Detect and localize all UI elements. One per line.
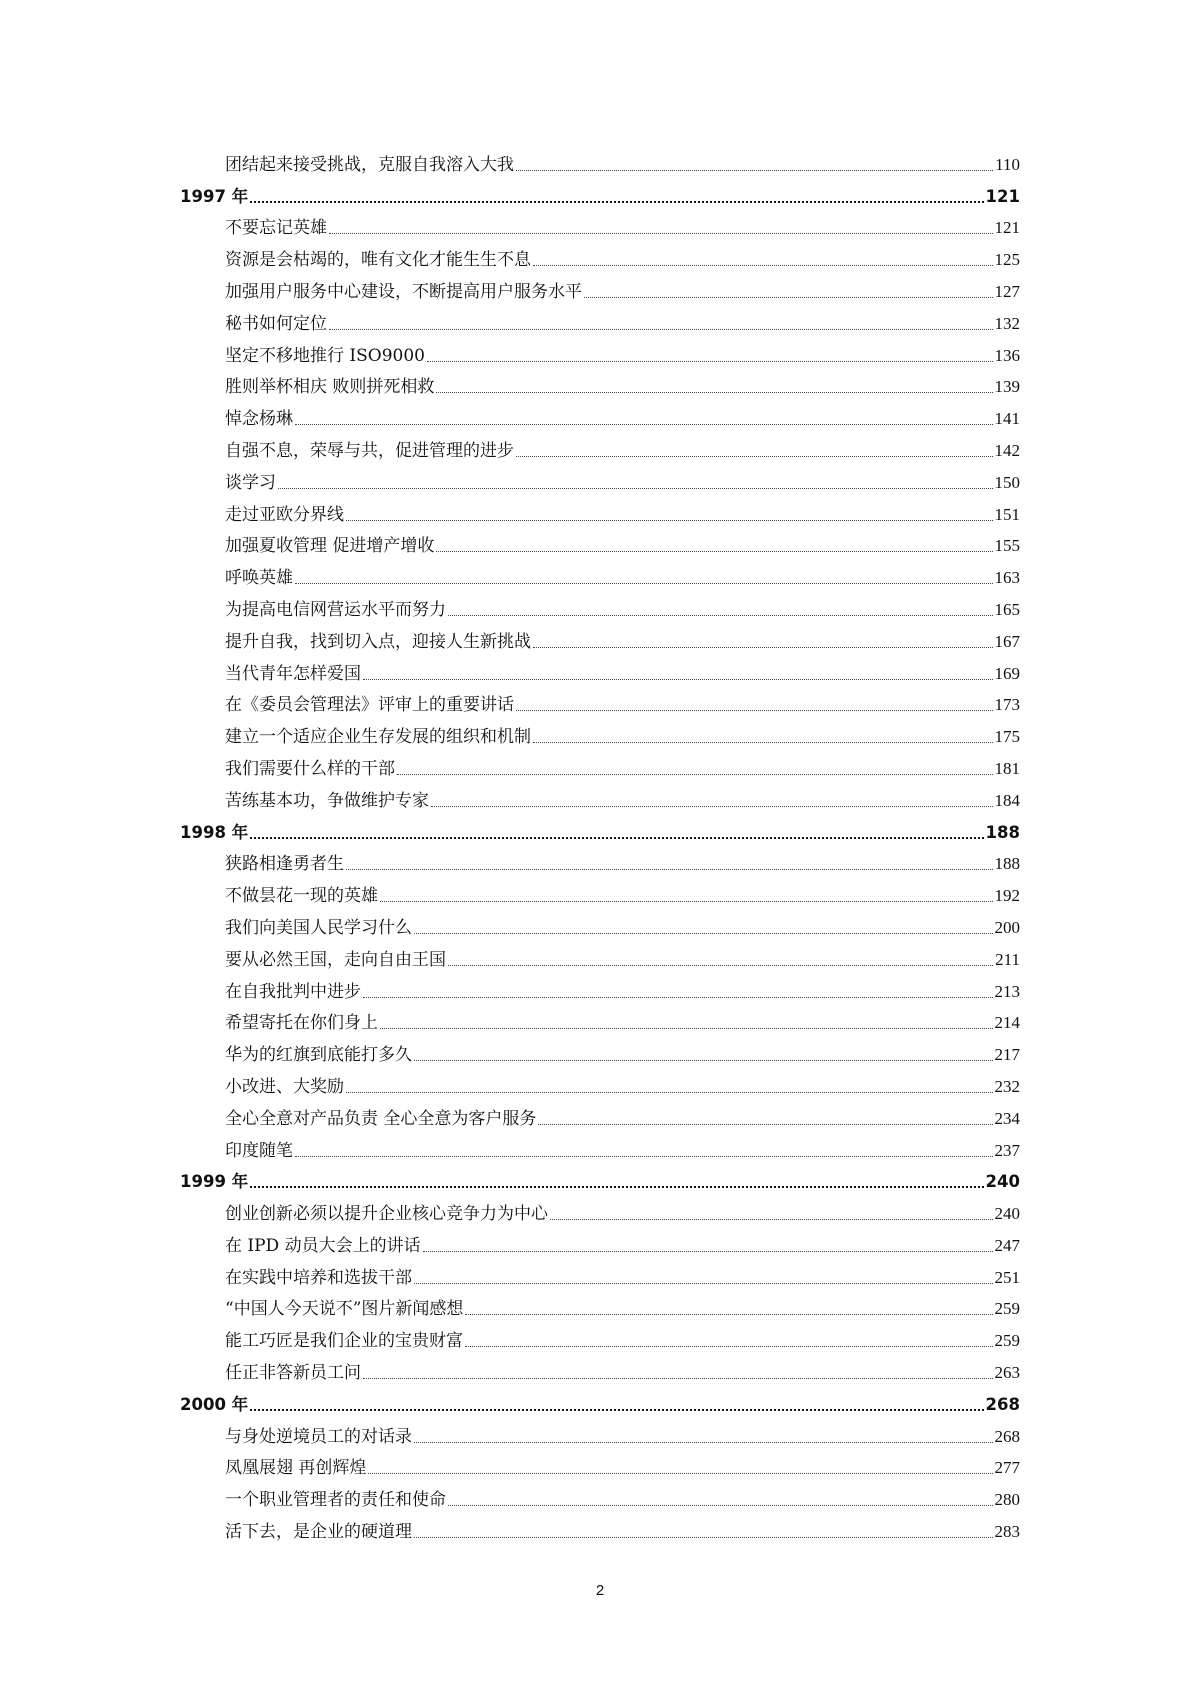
toc-section-heading[interactable] [180, 813, 1020, 845]
toc-section-heading[interactable] [180, 1163, 1020, 1195]
toc-entry-page: 121 [985, 186, 1020, 206]
toc-entry[interactable] [180, 1480, 1020, 1512]
toc-entry-title: 能工巧匠是我们企业的宝贵财富 [225, 1331, 463, 1352]
toc-entry-title: 提升自我，找到切入点，迎接人生新挑战 [225, 631, 531, 652]
toc-entry[interactable] [180, 399, 1020, 431]
toc-entry-title: 华为的红旗到底能打多久 [225, 1045, 412, 1066]
dot-leader [250, 1180, 983, 1188]
toc-entry-page: 259 [994, 1331, 1020, 1351]
toc-entry-page: 234 [994, 1108, 1020, 1128]
toc-entry-title: 全心全意对产品负责 全心全意为客户服务 [225, 1108, 537, 1129]
toc-entry[interactable] [180, 145, 1020, 177]
dot-leader [329, 323, 993, 330]
toc-entry-title: 1998 年 [180, 822, 249, 842]
dot-leader [431, 800, 993, 807]
toc-entry-page: 184 [994, 790, 1020, 810]
toc-entry-title: 任正非答新员工问 [225, 1363, 361, 1384]
toc-entry-page: 142 [994, 440, 1020, 460]
dot-leader [448, 609, 993, 616]
dot-leader [397, 768, 993, 775]
toc-entry-page: 280 [994, 1490, 1020, 1510]
toc-entry-page: 283 [994, 1522, 1020, 1542]
toc-entry-page: 247 [994, 1235, 1020, 1255]
toc-entry-title: 在 IPD 动员大会上的讲话 [225, 1235, 421, 1256]
toc-entry-title: 为提高电信网营运水平而努力 [225, 599, 446, 620]
toc-entry-page: 211 [995, 949, 1020, 969]
dot-leader [250, 1403, 983, 1411]
toc-entry[interactable] [180, 908, 1020, 940]
toc-entry-page: 141 [994, 409, 1020, 429]
dot-leader [465, 1340, 993, 1347]
toc-entry-title: 我们需要什么样的干部 [225, 758, 395, 779]
dot-leader [414, 1277, 993, 1284]
toc-entry-page: 127 [994, 281, 1020, 301]
toc-entry-page: 217 [994, 1045, 1020, 1065]
toc-entry-page: 155 [994, 536, 1020, 556]
toc-entry-page: 139 [994, 377, 1020, 397]
toc-entry-title: 狭路相逢勇者生 [225, 854, 344, 875]
toc-entry-title: 1999 年 [180, 1172, 249, 1192]
toc-entry[interactable] [180, 1290, 1020, 1322]
toc-entry[interactable] [180, 1321, 1020, 1353]
toc-entry[interactable] [180, 940, 1020, 972]
dot-leader [516, 704, 993, 711]
toc-entry-page: 169 [994, 663, 1020, 683]
toc-entry-title: 加强用户服务中心建设，不断提高用户服务水平 [225, 281, 582, 302]
toc-entry-page: 214 [994, 1013, 1020, 1033]
toc-entry[interactable] [180, 590, 1020, 622]
toc-entry-title: 一个职业管理者的责任和使命 [225, 1490, 446, 1511]
toc-entry[interactable] [180, 1004, 1020, 1036]
toc-entry-title: 加强夏收管理 促进增产增收 [225, 536, 435, 557]
dot-leader [414, 1531, 993, 1538]
toc-entry-page: 121 [994, 218, 1020, 238]
toc-entry-page: 268 [985, 1394, 1020, 1414]
toc-entry[interactable] [180, 1131, 1020, 1163]
toc-entry[interactable] [180, 972, 1020, 1004]
dot-leader [516, 164, 993, 171]
toc-entry-page: 237 [994, 1140, 1020, 1160]
toc-section-heading[interactable] [180, 177, 1020, 209]
toc-entry[interactable] [180, 717, 1020, 749]
toc-entry[interactable] [180, 749, 1020, 781]
toc-entry[interactable] [180, 1512, 1020, 1544]
toc-entry-page: 188 [985, 822, 1020, 842]
toc-entry-title: 与身处逆境员工的对话录 [225, 1426, 412, 1447]
page-number: 2 [595, 1582, 605, 1599]
toc-entry-page: 173 [994, 695, 1020, 715]
dot-leader [295, 418, 993, 425]
toc-entry-title: 苦练基本功，争做维护专家 [225, 790, 429, 811]
dot-leader [550, 1213, 993, 1220]
dot-leader [423, 1245, 993, 1252]
dot-leader [414, 1054, 993, 1061]
dot-leader [329, 227, 993, 234]
dot-leader [533, 641, 993, 648]
toc-entry-page: 259 [994, 1299, 1020, 1319]
toc-entry[interactable] [180, 1035, 1020, 1067]
dot-leader [250, 831, 983, 839]
dot-leader [516, 450, 993, 457]
toc-entry[interactable] [180, 1099, 1020, 1131]
dot-leader [414, 927, 993, 934]
toc-entry[interactable] [180, 1067, 1020, 1099]
toc-entry[interactable] [180, 495, 1020, 527]
toc-entry[interactable] [180, 622, 1020, 654]
toc-entry-page: 151 [994, 504, 1020, 524]
toc-entry-title: 当代青年怎样爱国 [225, 663, 361, 684]
toc-entry[interactable] [180, 845, 1020, 877]
dot-leader [414, 1436, 993, 1443]
toc-entry-page: 167 [994, 631, 1020, 651]
toc-entry-title: 资源是会枯竭的，唯有文化才能生生不息 [225, 250, 531, 271]
toc-entry-title: “中国人今天说不”图片新闻感想 [225, 1299, 464, 1320]
toc-entry-title: 悼念杨琳 [225, 409, 293, 430]
dot-leader [295, 1150, 993, 1157]
toc-entry[interactable] [180, 240, 1020, 272]
toc-entry-title: 走过亚欧分界线 [225, 504, 344, 525]
toc-entry-page: 125 [994, 250, 1020, 270]
toc-entry-title: 1997 年 [180, 186, 249, 206]
toc-entry-page: 263 [994, 1363, 1020, 1383]
toc-entry-page: 268 [994, 1426, 1020, 1446]
toc-entry-title: 团结起来接受挑战，克服自我溶入大我 [225, 154, 514, 175]
dot-leader [436, 545, 992, 552]
toc-entry[interactable] [180, 336, 1020, 368]
toc-entry-title: 自强不息，荣辱与共，促进管理的进步 [225, 440, 514, 461]
toc-entry-title: 2000 年 [180, 1394, 249, 1414]
toc-entry-page: 110 [995, 154, 1020, 174]
toc-entry-title: 创业创新必须以提升企业核心竞争力为中心 [225, 1204, 548, 1225]
toc-entry-page: 251 [994, 1267, 1020, 1287]
toc-entry-title: 凤凰展翅 再创辉煌 [225, 1458, 367, 1479]
toc-entry-title: 活下去，是企业的硬道理 [225, 1522, 412, 1543]
toc-entry-title: 不要忘记英雄 [225, 218, 327, 239]
dot-leader [465, 1308, 992, 1315]
toc-entry-page: 213 [994, 981, 1020, 1001]
toc-entry-title: 在实践中培养和选拔干部 [225, 1267, 412, 1288]
toc-entry-page: 240 [994, 1204, 1020, 1224]
dot-leader [448, 1499, 993, 1506]
dot-leader [427, 355, 993, 362]
toc-entry-page: 132 [994, 313, 1020, 333]
toc-entry-title: 谈学习 [225, 472, 276, 493]
toc-entry-page: 240 [985, 1172, 1020, 1192]
toc-entry[interactable] [180, 1194, 1020, 1226]
toc-entry[interactable] [180, 1258, 1020, 1290]
toc-entry-title: 在自我批判中进步 [225, 981, 361, 1002]
toc-section-heading[interactable] [180, 1385, 1020, 1417]
dot-leader [584, 291, 993, 298]
toc-entry-page: 232 [994, 1076, 1020, 1096]
toc-entry-title: 坚定不移地推行 ISO9000 [225, 345, 425, 366]
toc-entry-title: 我们向美国人民学习什么 [225, 917, 412, 938]
toc-entry[interactable] [180, 527, 1020, 559]
toc-entry-title: 不做昙花一现的英雄 [225, 886, 378, 907]
dot-leader [533, 259, 993, 266]
dot-leader [346, 514, 993, 521]
dot-leader [380, 1022, 993, 1029]
toc-entry-page: 200 [994, 917, 1020, 937]
toc-entry-title: 印度随笔 [225, 1140, 293, 1161]
dot-leader [380, 895, 993, 902]
dot-leader [436, 386, 992, 393]
toc-entry[interactable] [180, 876, 1020, 908]
toc-entry-title: 在《委员会管理法》评审上的重要讲话 [225, 695, 514, 716]
toc-entry[interactable] [180, 463, 1020, 495]
dot-leader [363, 991, 993, 998]
dot-leader [363, 673, 993, 680]
toc-entry-title: 呼唤英雄 [225, 568, 293, 589]
toc-entry[interactable] [180, 1417, 1020, 1449]
dot-leader [368, 1467, 992, 1474]
toc-entry-page: 150 [994, 472, 1020, 492]
toc-entry[interactable] [180, 431, 1020, 463]
dot-leader [278, 482, 993, 489]
dot-leader [363, 1372, 993, 1379]
toc-entry-title: 要从必然王国，走向自由王国 [225, 949, 446, 970]
dot-leader [295, 577, 993, 584]
toc-entry-page: 192 [994, 886, 1020, 906]
toc-entry-page: 181 [994, 758, 1020, 778]
toc-entry-page: 277 [994, 1458, 1020, 1478]
toc-entry-title: 胜则举杯相庆 败则拼死相救 [225, 377, 435, 398]
toc-entry[interactable] [180, 654, 1020, 686]
dot-leader [533, 736, 993, 743]
toc-entry[interactable] [180, 368, 1020, 400]
toc-entry[interactable] [180, 272, 1020, 304]
dot-leader [250, 195, 983, 203]
toc-entry[interactable] [180, 1226, 1020, 1258]
toc-entry-page: 136 [994, 345, 1020, 365]
toc-entry-page: 188 [994, 854, 1020, 874]
toc-entry[interactable] [180, 1449, 1020, 1481]
toc-entry[interactable] [180, 209, 1020, 241]
toc-entry-title: 建立一个适应企业生存发展的组织和机制 [225, 727, 531, 748]
toc-entry-page: 165 [994, 599, 1020, 619]
dot-leader [538, 1118, 992, 1125]
dot-leader [346, 863, 993, 870]
toc-entry[interactable] [180, 558, 1020, 590]
toc-entry-page: 175 [994, 727, 1020, 747]
toc-entry-title: 小改进、大奖励 [225, 1076, 344, 1097]
dot-leader [346, 1086, 993, 1093]
table-of-contents [180, 145, 1020, 1544]
toc-entry[interactable] [180, 1353, 1020, 1385]
toc-entry-page: 163 [994, 568, 1020, 588]
toc-entry-title: 希望寄托在你们身上 [225, 1013, 378, 1034]
dot-leader [448, 959, 993, 966]
toc-entry[interactable] [180, 781, 1020, 813]
toc-entry-title: 秘书如何定位 [225, 313, 327, 334]
toc-entry[interactable] [180, 304, 1020, 336]
toc-entry[interactable] [180, 686, 1020, 718]
